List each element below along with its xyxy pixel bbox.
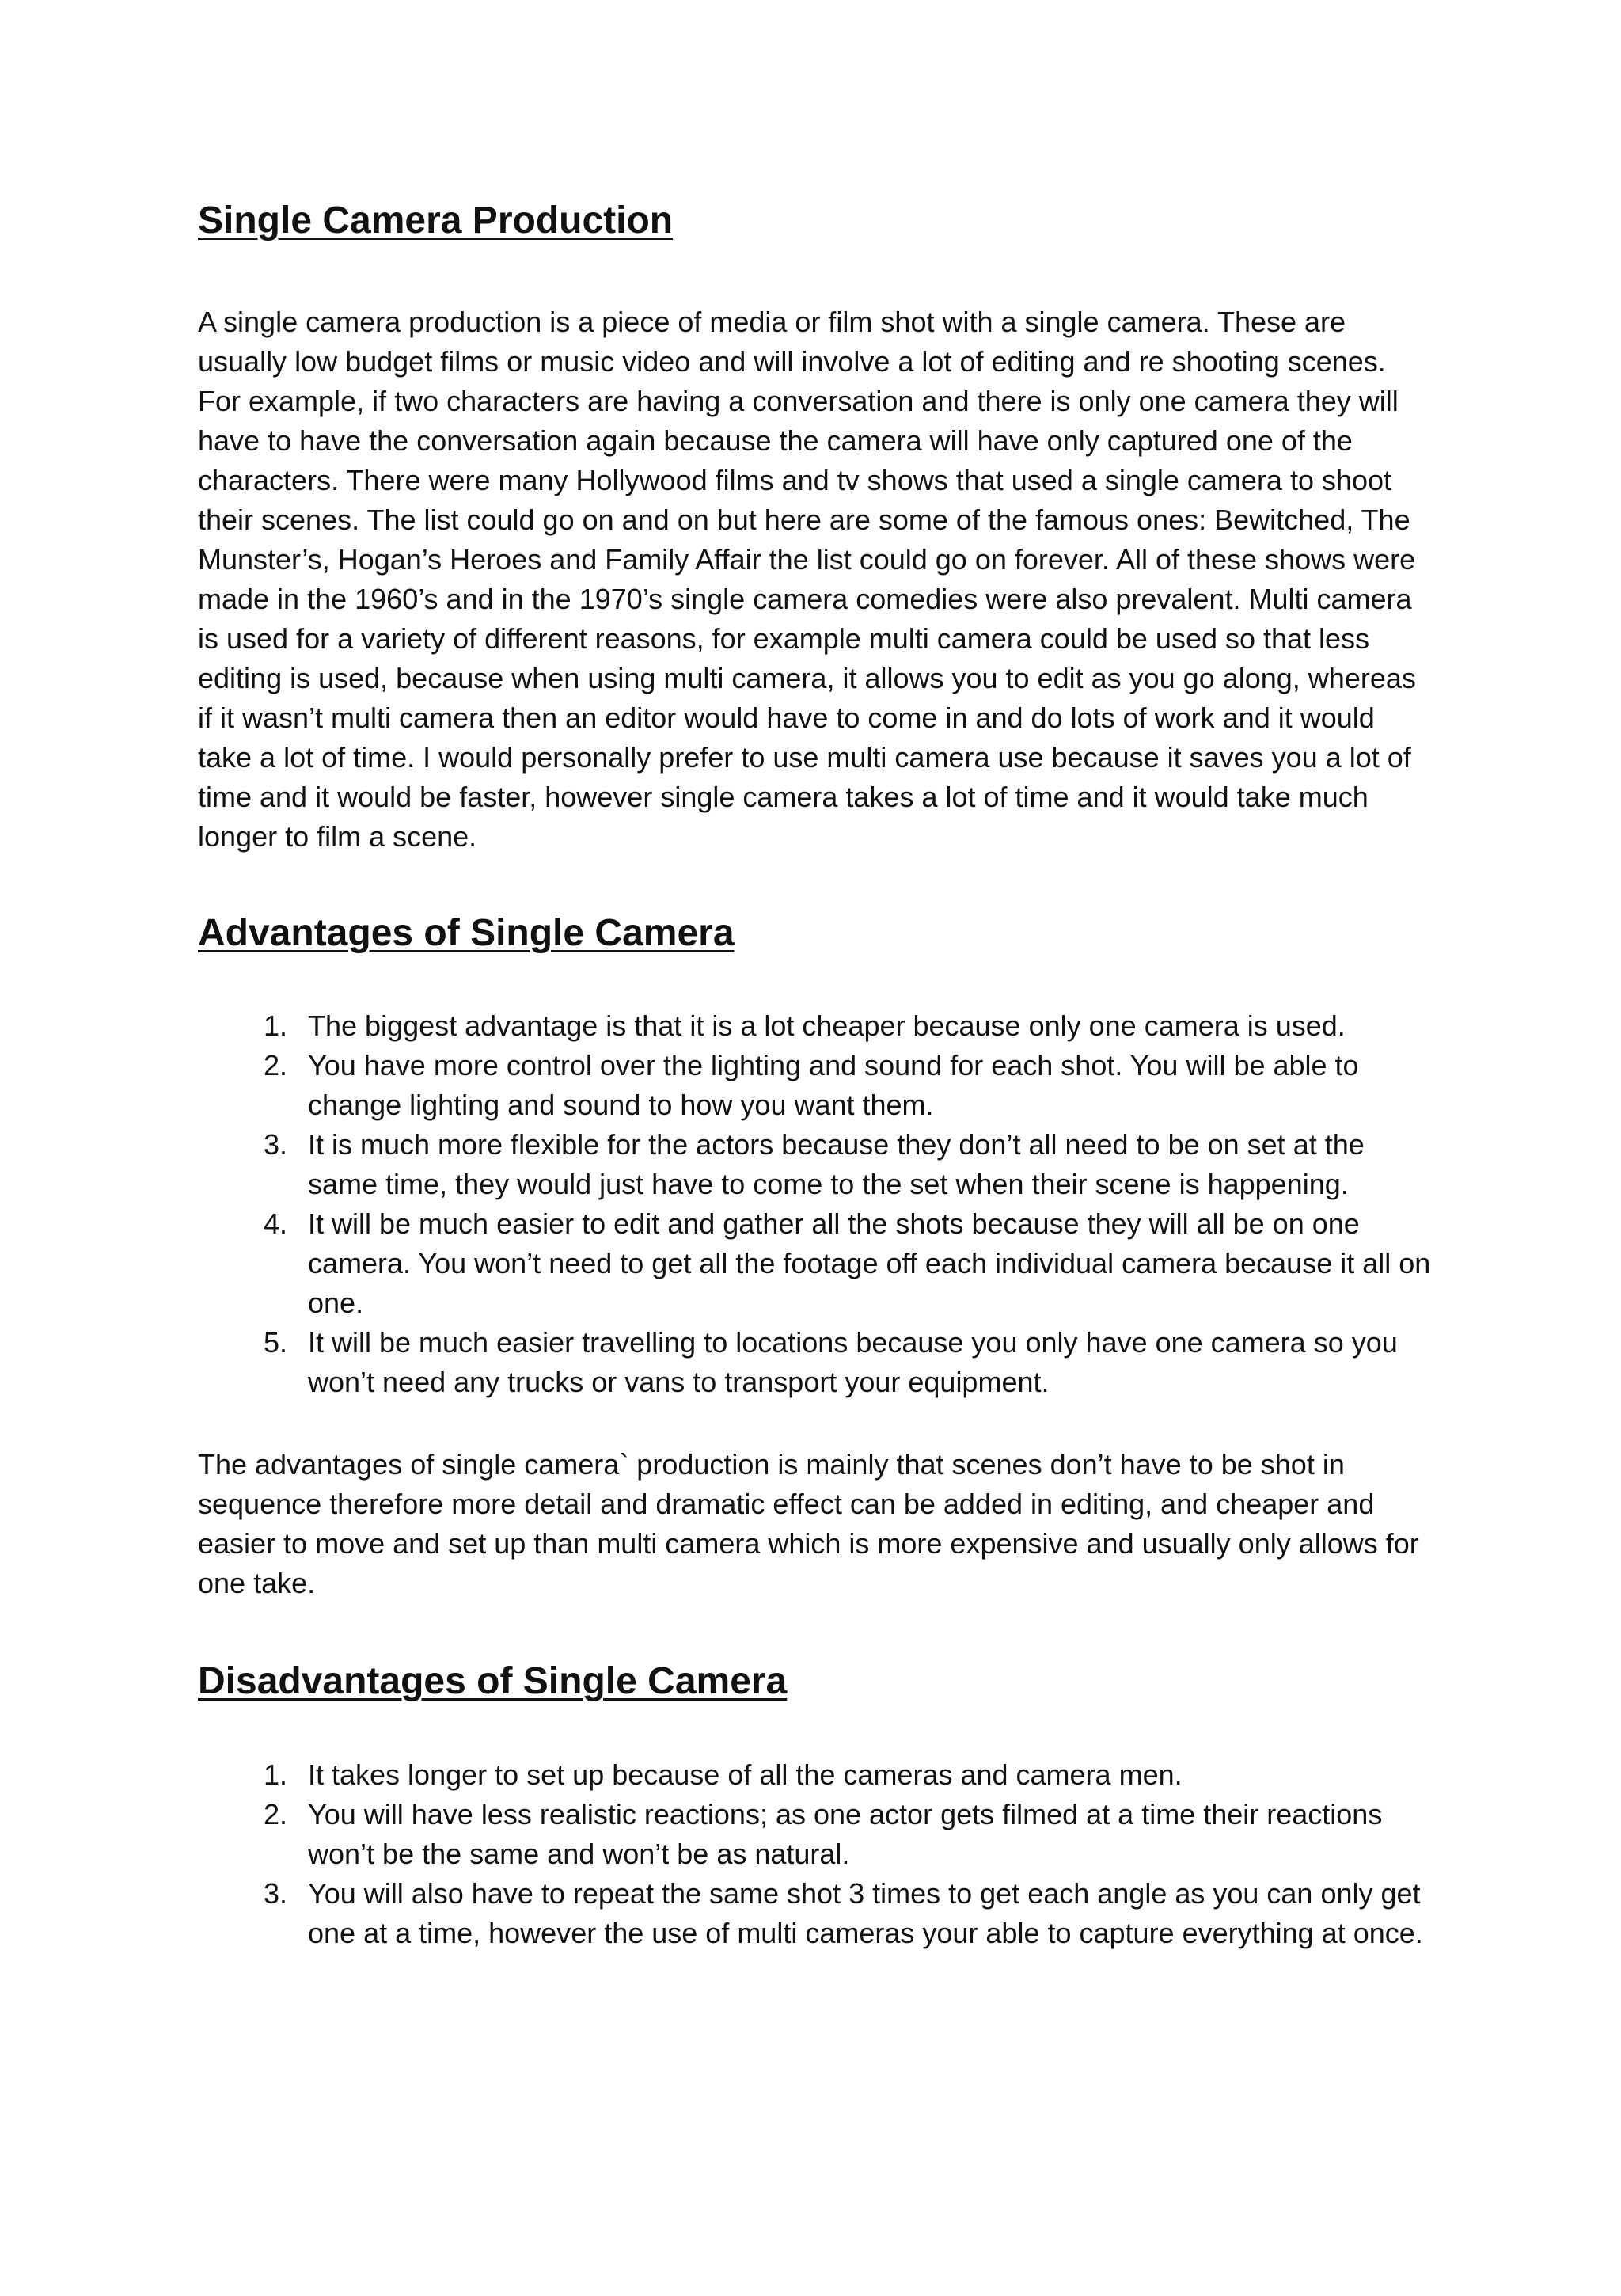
advantages-heading: Advantages of Single Camera xyxy=(198,911,735,954)
list-item: 1. It takes longer to set up because of all the cameras and camera men. xyxy=(295,1755,1433,1795)
page-title: Single Camera Production xyxy=(198,200,674,241)
document-page xyxy=(198,198,1433,1953)
list-item: 1. The biggest advantage is that it is a lot cheaper because only one camera is used. xyxy=(295,1006,1433,1046)
list-item: 2. You will have less realistic reactions; as one actor gets filmed at a time their reactions won’t be the same and won’t be as natural. xyxy=(295,1795,1433,1874)
list-item: 2. You have more control over the lighting and sound for each shot. You will be able to change lighting and sound to how you want them. xyxy=(295,1046,1433,1125)
disadvantages-list xyxy=(198,1755,1433,1953)
list-item: 4. It will be much easier to edit and gather all the shots because they will all be on one camera. You won’t need to get all the footage off each individual camera because it all on one. xyxy=(295,1204,1433,1323)
disadvantages-heading: Disadvantages of Single Camera xyxy=(198,1660,788,1703)
advantages-list xyxy=(198,1006,1433,1402)
list-item: 3. It is much more flexible for the actors because they don’t all need to be on set at the same time, they would just have to come to the set when their scene is happening. xyxy=(295,1125,1433,1204)
list-item: 3. You will also have to repeat the same shot 3 times to get each angle as you can only get one at a time, however the use of multi cameras your able to capture everything at once. xyxy=(295,1874,1433,1953)
list-item: 5. It will be much easier travelling to locations because you only have one camera so you won’t need any trucks or vans to transport your equipment. xyxy=(295,1323,1433,1402)
advantages-summary: The advantages of single camera` production is mainly that scenes don’t have to be shot in sequence therefore more detail and dramatic effect can be added in editing, and cheaper and easier to move and set up than multi camera which is more expensive and usually only allows for one take. xyxy=(198,1448,1419,1600)
intro-paragraph: A single camera production is a piece of media or film shot with a single camera. These are usually low budget films or music video and will involve a lot of editing and re shooting scenes. For example, if two characters are having a conversation and there is only one camera they will have to have the conversation again because the camera will have only captured one of the characters. There were many Hollywood films and tv shows that used a single camera to shoot their scenes. The list could go on and on but here are some of the famous ones: Bewitched, The Munster’s, Hogan’s Heroes and Family Affair the list could go on forever. All of these shows were made in the 1960’s and in the 1970’s single camera comedies were also prevalent. Multi camera is used for a variety of different reasons, for example multi camera could be used so that less editing is used, because when using multi camera, it allows you to edit as you go along, whereas if it wasn’t multi camera then an editor would have to come in and do lots of work and it would take a lot of time. I would personally prefer to use multi camera use because it saves you a lot of time and it would be faster, however single camera takes a lot of time and it would take much longer to film a scene. xyxy=(198,305,1416,853)
